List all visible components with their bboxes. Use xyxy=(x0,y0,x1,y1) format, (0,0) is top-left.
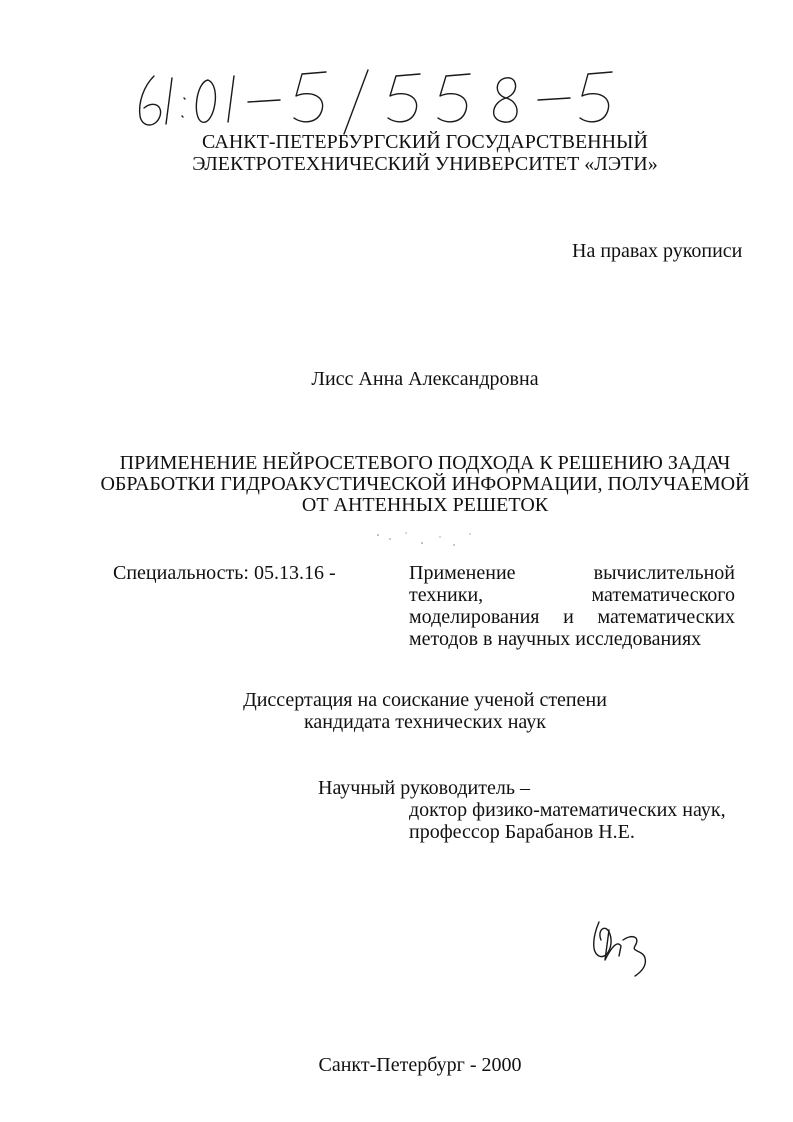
place-and-year: Санкт-Петербург - 2000 xyxy=(318,1054,522,1076)
manuscript-rights: На правах рукописи xyxy=(572,240,743,262)
specialty-description: Применение вычислительной техники, математического моделирования и математических методов в научных исследованиях xyxy=(409,562,735,650)
supervisor-label: Научный руководитель – xyxy=(318,777,530,799)
university-line-1: САНКТ-ПЕТЕРБУРГСКИЙ ГОСУДАРСТВЕННЫЙ xyxy=(202,131,648,153)
scan-specks xyxy=(370,525,490,555)
author-name: Лисс Анна Александровна xyxy=(311,368,539,390)
dissertation-line-2: кандидата технических наук xyxy=(303,711,547,733)
supervisor-signature xyxy=(585,910,675,980)
supervisor-degree: доктор физико-математических наук, xyxy=(409,799,726,821)
handwritten-catalog-number xyxy=(130,68,620,138)
specialty-label: Специальность: 05.13.16 - xyxy=(113,562,336,584)
title-line-1: ПРИМЕНЕНИЕ НЕЙРОСЕТЕВОГО ПОДХОДА К РЕШЕНИЮ ЗАДАЧ xyxy=(119,452,731,474)
title-line-3: ОТ АНТЕННЫХ РЕШЕТОК xyxy=(301,494,549,516)
title-line-2: ОБРАБОТКИ ГИДРОАКУСТИЧЕСКОЙ ИНФОРМАЦИИ, ПОЛУЧАЕМОЙ xyxy=(100,473,750,495)
university-line-2: ЭЛЕКТРОТЕХНИЧЕСКИЙ УНИВЕРСИТЕТ «ЛЭТИ» xyxy=(192,153,658,175)
supervisor-name: профессор Барабанов Н.Е. xyxy=(409,821,635,843)
dissertation-line-1: Диссертация на соискание ученой степени xyxy=(243,689,607,711)
